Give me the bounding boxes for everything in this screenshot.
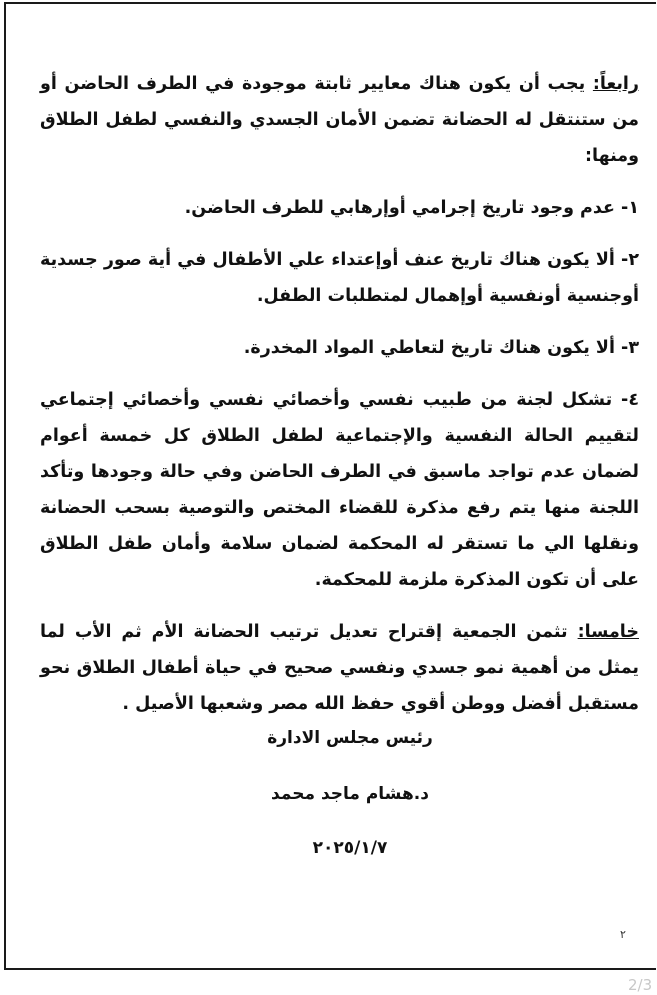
list-item-4: ٤- تشكل لجنة من طبيب نفسي وأخصائي نفسي وأخصائي إجتماعي لتقييم الحالة النفسية والإجتماعية لطفل الطلاق كل خمسة أعوام لضمان عدم تواجد ماسبق في الطرف الحاضن وفي حالة وجودها وتأكد اللجنة منها يتم رفع مذكرة للقضاء المختص والتوصية بسحب الحضانة ونقلها الي ما تستقر له المحكمة لضمان سلامة وأمان طفل الطلاق على أن تكون المذكرة ملزمة للمحكمة.: [40, 390, 639, 590]
section-fourth-text: يجب أن يكون هناك معايير ثابتة موجودة في الطرف الحاضن أو من ستنتقل له الحضانة تضمن الأمان الجسدي والنفسي لطفل الطلاق ومنها:: [40, 74, 639, 166]
page-counter: 2/3: [628, 976, 653, 994]
section-fifth-text: تثمن الجمعية إقتراح تعديل ترتيب الحضانة الأم ثم الأب لما يمثل من أهمية نمو جسدي ونفسي صحيح في حياة أطفال الطلاق نحو مستقبل أفضل ووطن أقوي حفظ الله مصر وشعبها الأصيل .: [40, 622, 639, 714]
page-number: ٢: [620, 928, 626, 941]
section-fourth-label: رابعاً:: [592, 74, 639, 94]
section-fifth-label: خامسا:: [577, 622, 639, 642]
signature-date: ٢٠٢٥/١/٧: [312, 838, 388, 858]
signature-title: رئيس مجلس الادارة: [267, 728, 433, 748]
list-item-3: ٣- ألا يكون هناك تاريخ لتعاطي المواد المخدرة.: [243, 338, 639, 358]
signature-name: د.هشام ماجد محمد: [271, 784, 429, 804]
document-body: [40, 66, 639, 738]
section-fifth: [40, 614, 639, 722]
section-fourth-intro: [40, 66, 639, 174]
list-item-1: ١- عدم وجود تاريخ إجرامي أوإرهابي للطرف الحاضن.: [184, 198, 639, 218]
list-item-2: ٢- ألا يكون هناك تاريخ عنف أوإعتداء علي الأطفال في أية صور جسدية أوجنسية أونفسية أوإهمال لمتطلبات الطفل.: [40, 250, 639, 306]
